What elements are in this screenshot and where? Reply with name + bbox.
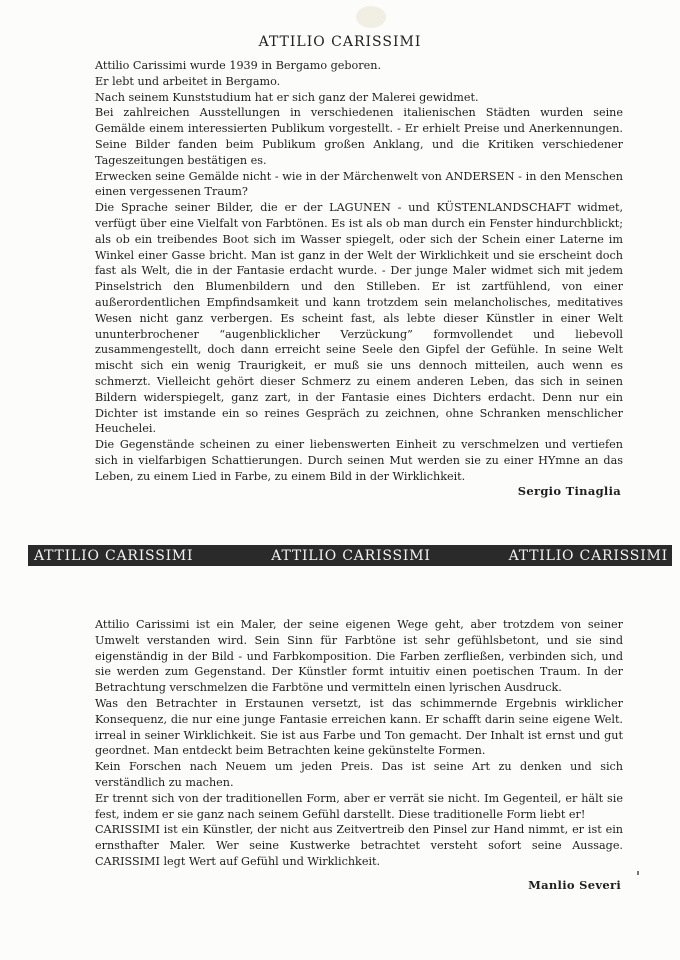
paper-stain [356,6,386,28]
bio-paragraph: Er lebt und arbeitet in Bergamo. [95,74,281,88]
bio-paragraph: Bei zahlreichen Ausstellungen in verschiedenen italienischen Städten wurden seine Gemälde einem interessierten Publikum vorgestellt. - Er erhielt Preise und Anerkennungen. Seine Bilder fanden beim Publikum großen Anklang, und die Kritiken verschiedener Tageszeitungen bestätigen es. [95,106,623,167]
critique-paragraph: Er trennt sich von der traditionellen Form, aber er verrät sie nicht. Im Gegenteil, er hält sie fest, indem er sie ganz nach seinem Gefühl darstellt. Diese traditionelle Form liebt er! [95,791,623,821]
ink-mark [637,871,639,875]
critique-paragraph: Kein Forschen nach Neuem um jeden Preis. Das ist seine Art zu denken und sich verständlich zu machen. [95,760,623,789]
bio-paragraph: Erwecken seine Gemälde nicht - wie in der Märchenwelt von ANDERSEN - in den Menschen einen vergessenen Traum? [95,169,623,199]
banner-label: ATTILIO CARISSIMI [508,547,668,564]
critique-paragraph: Attilio Carissimi ist ein Maler, der seine eigenen Wege geht, aber trotzdem von seiner Umwelt verstanden wird. Sein Sinn für Farbtöne ist sehr gefühlsbetont, und sie sind eigenständig in der Bild - und Farbkomposition. Die Farben zerfließen, verbinden sich, und sie werden zum Gegenstand. Der Künstler formt intuitiv einen poetischen Traum. In der Betrachtung verschmelzen die Farbtöne und vermitteln einen lyrischen Ausdruck. [95,618,623,695]
bio-paragraph: Nach seinem Kunststudium hat er sich ganz der Malerei gewidmet. [95,90,479,104]
biography-section [95,58,623,485]
critique-paragraph: CARISSIMI ist ein Künstler, der nicht aus Zeitvertreib den Pinsel zur Hand nimmt, er ist ein ernsthafter Maler. Wer seine Kustwerke betrachtet versteht sofort seine Aussage. CARISSIMI legt Wert auf Gefühl und Wirklichkeit. [95,823,623,868]
bio-paragraph: Die Gegenstände scheinen zu einer liebenswerten Einheit zu verschmelzen und vertiefen sich in vielfarbigen Schattierungen. Durch seinen Mut werden sie zu einer HYmne an das Leben, zu einem Lied in Farbe, zu einem Bild in der Wirklichkeit. [95,438,623,483]
signature-tinaglia: Sergio Tinaglia [517,484,621,498]
bio-paragraph: Die Sprache seiner Bilder, die er der LAGUNEN - und KÜSTENLANDSCHAFT widmet, verfügt über eine Vielfalt von Farbtönen. Es ist als ob man durch ein Fenster hindurchblickt; als ob ein treibendes Boot sich im Wasser spiegelt, oder sich der Schein einer Laterne im Winkel einer Gasse bricht. Man ist ganz in der Welt der Wirklichkeit und sie erscheint doch fast als Welt, die in der Fantasie erdacht wurde. - Der junge Maler widmet sich mit jedem Pinselstrich den Blumenbildern und den Stilleben. Er ist zartfühlend, von einer außerordentlichen Empfindsamkeit und kann trotzdem sein melancholisches, meditatives Wesen nicht ganz verbergen. Es scheint fast, als lebte dieser Künstler in einer Welt ununterbrochener “augenblicklicher Verzückung” formvollendet und liebevoll zusammengestellt, doch dann erreicht seine Seele den Gipfel der Gefühle. In seine Welt mischt sich ein wenig Traurigkeit, er muß sie uns dennoch mitteilen, auch wenn es schmerzt. Vielleicht gehört dieser Schmerz zu einem anderen Leben, das sich in seinen Bildern widerspiegelt, ganz zart, in der Fantasie eines Dichters erdacht. Denn nur ein Dichter ist imstande ein so reines Gespräch zu zeichnen, ohne Schranken menschlicher Heuchelei. [95,201,623,436]
banner-label: ATTILIO CARISSIMI [271,547,431,564]
name-banner [28,545,672,566]
page-title: ATTILIO CARISSIMI [258,34,422,50]
banner-label: ATTILIO CARISSIMI [34,547,194,564]
critique-paragraph: Was den Betrachter in Erstaunen versetzt, ist das schimmernde Ergebnis wirklicher Konsequenz, die nur eine junge Fantasie erreichen kann. Er schafft darin seine eigene Welt. irreal in seiner Wirklichkeit. Sie ist aus Farbe und Ton gemacht. Der Inhalt ist ernst und gut geordnet. Man entdeckt beim Betrachten keine gekünstelte Formen. [95,696,623,758]
signature-severi: Manlio Severi [528,878,621,892]
critique-section [95,617,623,870]
bio-paragraph: Attilio Carissimi wurde 1939 in Bergamo geboren. [95,59,382,72]
